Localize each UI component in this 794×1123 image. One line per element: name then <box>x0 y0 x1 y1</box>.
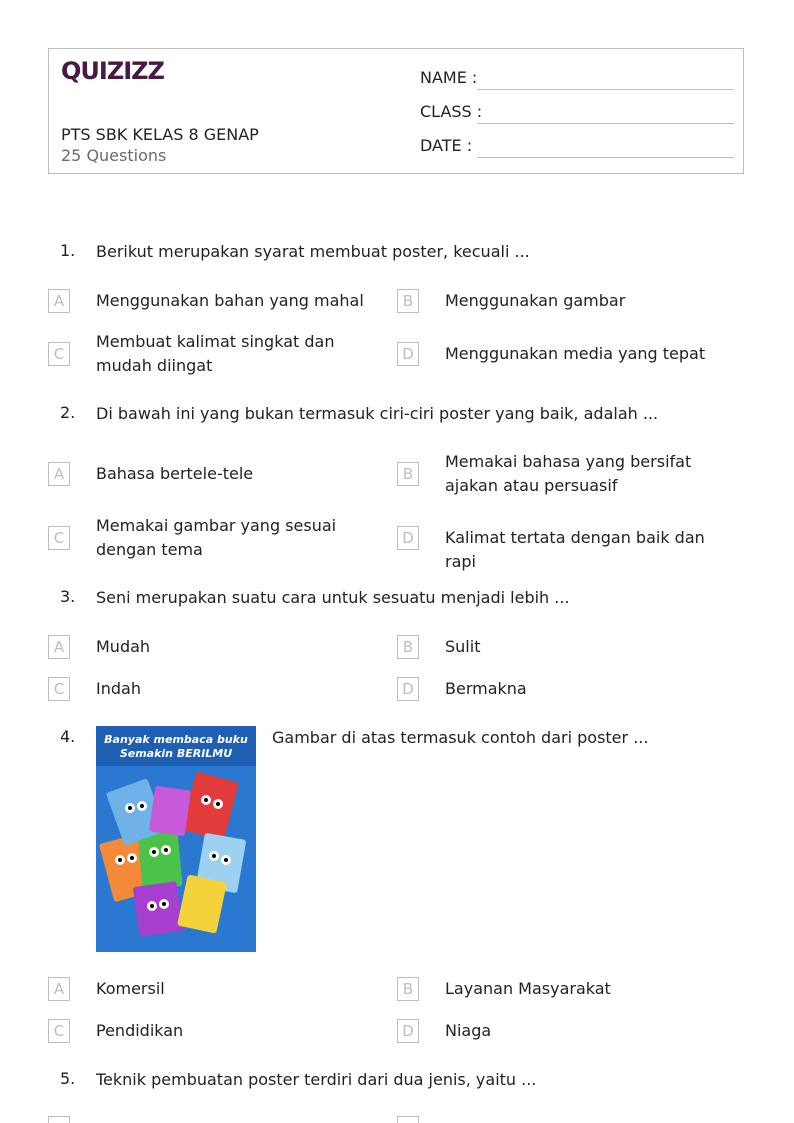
name-label: NAME : <box>420 68 478 87</box>
name-line[interactable] <box>477 89 734 90</box>
option-letter-box[interactable]: C <box>48 1019 70 1043</box>
worksheet-header <box>48 48 744 174</box>
poster-caption-line2: Semakin BERILMU <box>119 747 233 760</box>
logo-text: QUIZIZZ <box>61 57 164 85</box>
option-text: Kalimat tertata dengan baik dan rapi <box>445 528 705 571</box>
question-text: Di bawah ini yang bukan termasuk ciri-ciri poster yang baik, adalah ... <box>96 404 659 423</box>
option-text: Bermakna <box>445 679 527 698</box>
quizizz-logo <box>61 57 164 85</box>
question-number: 5. <box>60 1069 76 1088</box>
option-letter-box[interactable] <box>397 1116 419 1123</box>
option-text: Sulit <box>445 637 481 656</box>
question-number: 3. <box>60 587 76 606</box>
option-letter-box[interactable]: B <box>397 635 419 659</box>
option-text: Menggunakan gambar <box>445 291 626 310</box>
option-text: Menggunakan bahan yang mahal <box>96 291 364 310</box>
option-text: Memakai gambar yang sesuai dengan tema <box>96 516 337 559</box>
poster-image <box>96 726 256 952</box>
question-text: Teknik pembuatan poster terdiri dari dua jenis, yaitu ... <box>96 1070 537 1089</box>
option-letter-box[interactable]: A <box>48 289 70 313</box>
question-text: Seni merupakan suatu cara untuk sesuatu menjadi lebih ... <box>96 588 570 607</box>
poster-illustration <box>96 726 256 952</box>
option-letter-box[interactable]: C <box>48 677 70 701</box>
option-letter-box[interactable]: B <box>397 462 419 486</box>
option-letter-box[interactable]: D <box>397 1019 419 1043</box>
option-text: Memakai bahasa yang bersifat ajakan atau persuasif <box>445 452 692 495</box>
option-text: Menggunakan media yang tepat <box>445 344 706 363</box>
option-text: Membuat kalimat singkat dan mudah diingat <box>96 332 335 375</box>
option-letter-box[interactable]: A <box>48 462 70 486</box>
option-letter-box[interactable]: C <box>48 526 70 550</box>
option-letter-box[interactable] <box>48 1116 70 1123</box>
name-field[interactable] <box>420 68 734 92</box>
option-text: Bahasa bertele-tele <box>96 464 254 483</box>
option-text: Komersil <box>96 979 165 998</box>
option-letter-box[interactable]: D <box>397 526 419 550</box>
question-text: Gambar di atas termasuk contoh dari poster ... <box>272 728 649 747</box>
question-number: 4. <box>60 727 76 746</box>
class-line[interactable] <box>477 123 734 124</box>
date-label: DATE : <box>420 136 473 155</box>
option-text: Mudah <box>96 637 151 656</box>
option-letter-box[interactable]: D <box>397 677 419 701</box>
option-letter-box[interactable]: A <box>48 977 70 1001</box>
option-letter-box[interactable]: D <box>397 342 419 366</box>
option-text: Pendidikan <box>96 1021 184 1040</box>
question-number: 1. <box>60 241 76 260</box>
worksheet-title: PTS SBK KELAS 8 GENAP <box>61 125 259 144</box>
option-text: Layanan Masyarakat <box>445 979 611 998</box>
date-line[interactable] <box>477 157 734 158</box>
class-field[interactable] <box>420 102 734 126</box>
question-count: 25 Questions <box>61 146 167 165</box>
date-field[interactable] <box>420 136 734 160</box>
option-letter-box[interactable]: A <box>48 635 70 659</box>
option-letter-box[interactable]: C <box>48 342 70 366</box>
poster-caption-line1: Banyak membaca buku <box>104 733 248 746</box>
question-number: 2. <box>60 403 76 422</box>
class-label: CLASS : <box>420 102 483 121</box>
option-letter-box[interactable]: B <box>397 289 419 313</box>
option-text: Niaga <box>445 1021 492 1040</box>
option-text: Indah <box>96 679 141 698</box>
option-letter-box[interactable]: B <box>397 977 419 1001</box>
question-text: Berikut merupakan syarat membuat poster, kecuali ... <box>96 242 530 261</box>
